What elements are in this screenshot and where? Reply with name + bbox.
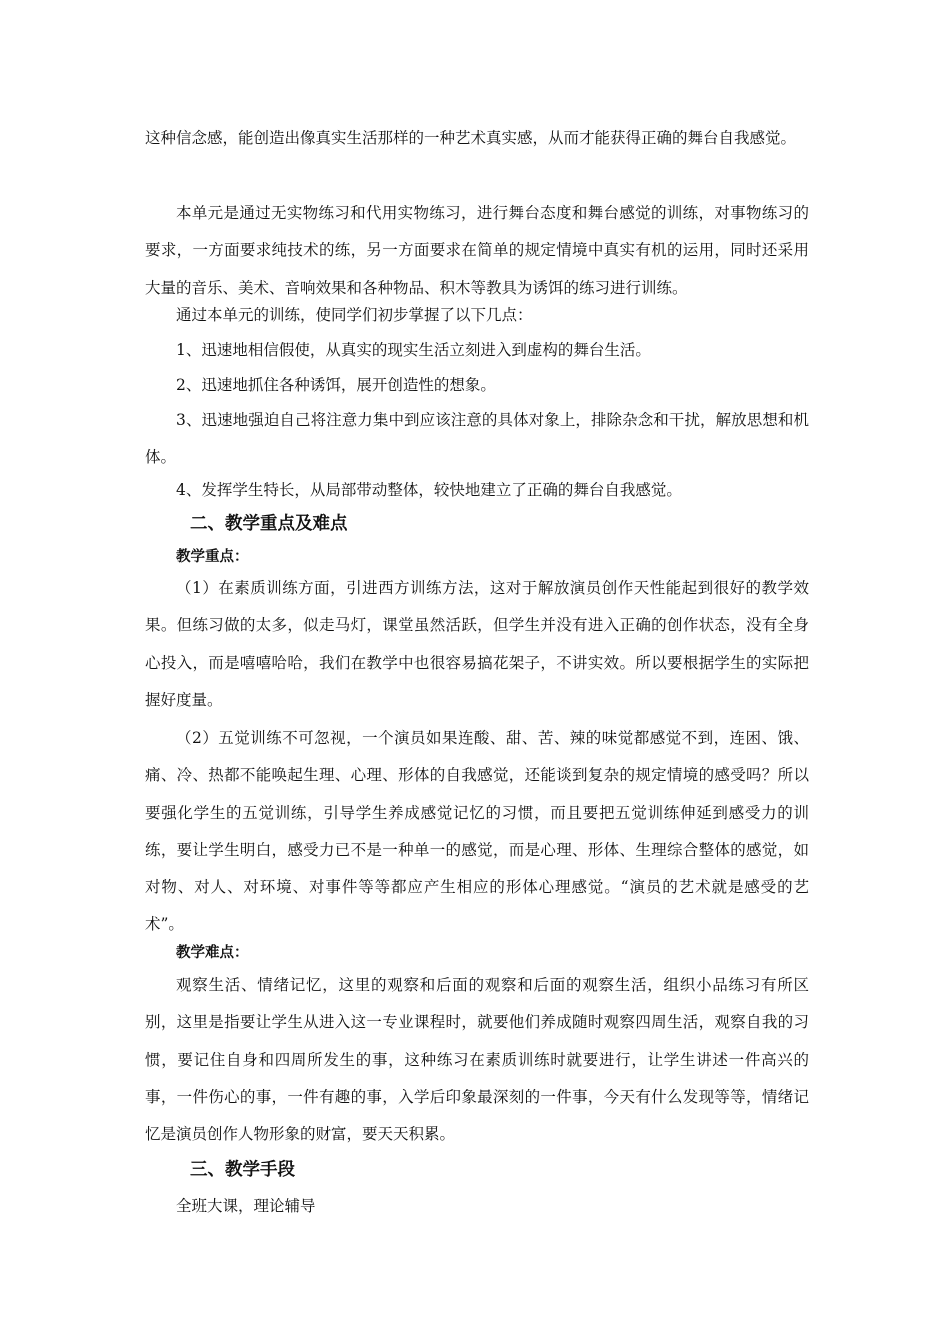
list-item-2: 2、迅速地抓住各种诱饵，展开创造性的想象。	[176, 376, 496, 394]
paragraph-teaching-methods: 全班大课，理论辅导	[176, 1197, 316, 1215]
list-item-1: 1、迅速地相信假使，从真实的现实生活立刻进入到虚构的舞台生活。	[176, 341, 651, 359]
section-heading-teaching-methods: 三、教学手段	[190, 1160, 295, 1180]
list-item-3: 3、迅速地强迫自己将注意力集中到应该注意的具体对象上，排除杂念和干扰，解放思想和机体。	[145, 411, 809, 467]
paragraph-continuation: 这种信念感，能创造出像真实生活那样的一种艺术真实感，从而才能获得正确的舞台自我感觉。	[145, 129, 797, 147]
list-item-4: 4、发挥学生特长，从局部带动整体，较快地建立了正确的舞台自我感觉。	[176, 481, 682, 499]
paragraph-key-point-1: （1）在素质训练方面，引进西方训练方法，这对于解放演员创作天性能起到很好的教学效果。但练习做的太多，似走马灯，课堂虽然活跃，但学生并没有进入正确的创作状态，没有全身心投入，而是嘻嘻哈哈，我们在教学中也很容易搞花架子，不讲实效。所以要根据学生的实际把握好度量。	[145, 579, 809, 709]
paragraph-difficulties: 观察生活、情绪记忆，这里的观察和后面的观察和后面的观察生活，组织小品练习有所区别，这里是指要让学生从进入这一专业课程时，就要他们养成随时观察四周生活，观察自我的习惯，要记住自身和四周所发生的事，这种练习在素质训练时就要进行，让学生讲述一件高兴的事，一件伤心的事，一件有趣的事，入学后印象最深刻的一件事，今天有什么发现等等，情绪记忆是演员创作人物形象的财富，要天天积累。	[145, 976, 809, 1144]
section-heading-key-points: 二、教学重点及难点	[190, 514, 348, 534]
paragraph-unit-overview: 本单元是通过无实物练习和代用实物练习，进行舞台态度和舞台感觉的训练，对事物练习的要求，一方面要求纯技术的练，另一方面要求在简单的规定情境中真实有机的运用，同时还采用大量的音乐、美术、音响效果和各种物品、积木等教具为诱饵的练习进行训练。	[145, 204, 809, 297]
paragraph-intro-points: 通过本单元的训练，使同学们初步掌握了以下几点：	[176, 306, 533, 324]
subheading-key-points: 教学重点：	[176, 549, 249, 565]
subheading-difficulties: 教学难点：	[176, 945, 249, 961]
paragraph-key-point-2: （2）五觉训练不可忽视，一个演员如果连酸、甜、苦、辣的味觉都感觉不到，连困、饿、痛、冷、热都不能唤起生理、心理、形体的自我感觉，还能谈到复杂的规定情境的感受吗？所以要强化学生的五觉训练，引导学生养成感觉记忆的习惯，而且要把五觉训练伸延到感受力的训练，要让学生明白，感受力已不是一种单一的感觉，而是心理、形体、生理综合整体的感觉，如对物、对人、对环境、对事件等等都应产生相应的形体心理感觉。“演员的艺术就是感受的艺术”。	[145, 729, 809, 934]
